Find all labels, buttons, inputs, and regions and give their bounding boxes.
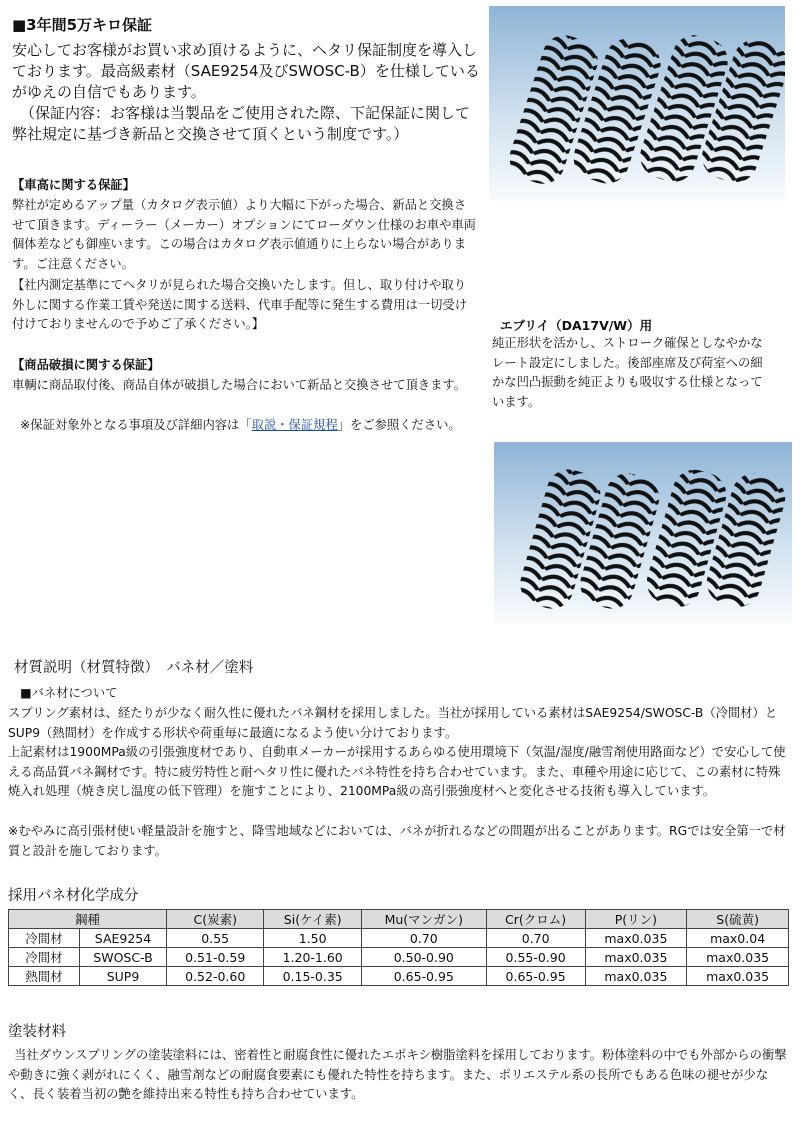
- table-cell: max0.035: [585, 929, 687, 948]
- table-cell: 0.55-0.90: [486, 948, 585, 967]
- damage-warranty-title: 【商品破損に関する保証】: [12, 358, 160, 372]
- table-cell: SUP9: [80, 967, 167, 986]
- table-cell: max0.035: [585, 948, 687, 967]
- table-cell: 0.51-0.59: [167, 948, 264, 967]
- table-cell: 0.52-0.60: [167, 967, 264, 986]
- material-paragraph-1: スプリング素材は、経たりが少なく耐久性に優れたバネ鋼材を採用しました。当社が採用している素材はSAE9254/SWOSC-B（冷間材）とSUP9（熱間材）を作成する形状や荷重毎に最適になるよう使い分けております。: [8, 706, 778, 740]
- warranty-title: ■3年間5万キロ保証: [12, 16, 153, 34]
- height-warranty-body: 弊社が定めるアップ量（カタログ表示値）より大幅に下がった場合、新品と交換させて頂きます。ディーラー（メーカー）オプションにてローダウン仕様のお車や車両個体差なども御座います。この場合はカタログ表示値通りに上らない場合があります。ご注意ください。: [12, 198, 476, 271]
- table-cell: max0.035: [687, 948, 789, 967]
- table-cell: SWOSC-B: [80, 948, 167, 967]
- height-warranty-note: 【社内測定基準にてヘタリが見られた場合交換いたします。但し、取り付けや取り外しに関する作業工賃や発送に関する送料、代車手配等に発生する費用は一切受け付けておりませんので予めご了承ください。】: [12, 278, 467, 331]
- coil-springs-photo-2: [494, 442, 792, 622]
- height-warranty-title: 【車高に関する保証】: [12, 178, 135, 192]
- chem-header-grade: 鋼種: [9, 910, 167, 929]
- chem-table-header: [9, 910, 789, 929]
- manual-warranty-link[interactable]: 取説・保証規程: [251, 418, 338, 432]
- material-heading: 材質説明（材質特徴） バネ材／塗料: [14, 660, 254, 676]
- coil-springs-icon: [489, 6, 785, 200]
- table-cell: max0.04: [687, 929, 789, 948]
- table-cell: 冷間材: [9, 948, 80, 967]
- chem-header-s: S(硫黄): [687, 910, 789, 929]
- table-row: [9, 967, 789, 986]
- table-cell: 0.55: [167, 929, 264, 948]
- table-cell: 0.65-0.95: [361, 967, 486, 986]
- warranty-exclusion-note: ※保証対象外となる事項及び詳細内容は「取説・保証規程」をご参照ください。: [20, 418, 461, 432]
- spring-material-subheading: ■バネ材について: [20, 686, 118, 700]
- table-cell: 0.65-0.95: [486, 967, 585, 986]
- chem-heading: 採用バネ材化学成分: [8, 888, 139, 904]
- table-cell: 1.20-1.60: [264, 948, 361, 967]
- table-cell: 0.15-0.35: [264, 967, 361, 986]
- product-title: エブリイ（DA17V/W）用: [500, 318, 653, 333]
- chem-header-si: Si(ケイ素): [264, 910, 361, 929]
- chem-table: [8, 909, 789, 986]
- table-cell: 0.70: [486, 929, 585, 948]
- warranty-lead-1: 安心してお客様がお買い求め頂けるように、ヘタリ保証制度を導入しております。最高級素材（SAE9254及びSWOSC-B）を仕様しているがゆえの自信でもあります。: [12, 41, 480, 101]
- table-cell: max0.035: [585, 967, 687, 986]
- paint-body: 当社ダウンスプリングの塗装塗料には、密着性と耐腐食性に優れたエポキシ樹脂塗料を採用しております。粉体塗料の中でも外部からの衝撃や動きに強く剥がれにくく、融雪剤などの耐腐食要素にも優れた特性を持ちます。また、ポリエステル系の長所でもある色味の褪せが少なく、長く装着当初の艶を維持出来る特性も持ち合わせています。: [8, 1048, 787, 1101]
- table-cell: 冷間材: [9, 929, 80, 948]
- table-cell: 0.50-0.90: [361, 948, 486, 967]
- table-cell: 1.50: [264, 929, 361, 948]
- chem-header-mn: Mu(マンガン): [361, 910, 486, 929]
- coil-springs-icon-2: [494, 442, 792, 622]
- chem-header-p: P(リン): [585, 910, 687, 929]
- material-paragraph-3: ※むやみに高引張材使い軽量設計を施すと、降雪地域などにおいては、バネが折れるなどの問題が出ることがあります。RGでは安全第一で材質と設計を施しております。: [8, 824, 786, 858]
- damage-warranty-body: 車輌に商品取付後、商品自体が破損した場合において新品と交換させて頂きます。: [12, 378, 467, 392]
- warranty-lead-2: （保証内容：お客様は当製品をご使用された際、下記保証に関して弊社規定に基づき新品と交換させて頂くという制度です。）: [12, 104, 471, 143]
- material-paragraph-2: 上記素材は1900MPa級の引張強度材であり、自動車メーカーが採用するあらゆる使用環境下（気温/湿度/融雪剤使用路面など）で安心して使える高品質バネ鋼材です。特に疲労特性と耐ヘタリ性に優れたバネ特性を持ち合わせています。また、車種や用途に応じて、この素材に特殊焼入れ処理（焼き戻し温度の低下管理）を施すことにより、2100MPa級の高引張強度材へと変化させる技術も導入しています。: [8, 745, 786, 798]
- warranty-lead: [12, 40, 480, 145]
- paint-heading: 塗装材料: [8, 1024, 66, 1040]
- table-row: [9, 929, 789, 948]
- table-cell: max0.035: [687, 967, 789, 986]
- coil-springs-photo: [489, 6, 785, 200]
- table-row: [9, 948, 789, 967]
- table-cell: SAE9254: [80, 929, 167, 948]
- table-cell: 0.70: [361, 929, 486, 948]
- product-description: 純正形状を活かし、ストローク確保としなやかなレート設定にしました。後部座席及び荷室への細かな凹凸振動を純正よりも吸収する仕様となっています。: [492, 336, 763, 409]
- chem-header-c: C(炭素): [167, 910, 264, 929]
- table-cell: 熱間材: [9, 967, 80, 986]
- chem-header-cr: Cr(クロム): [486, 910, 585, 929]
